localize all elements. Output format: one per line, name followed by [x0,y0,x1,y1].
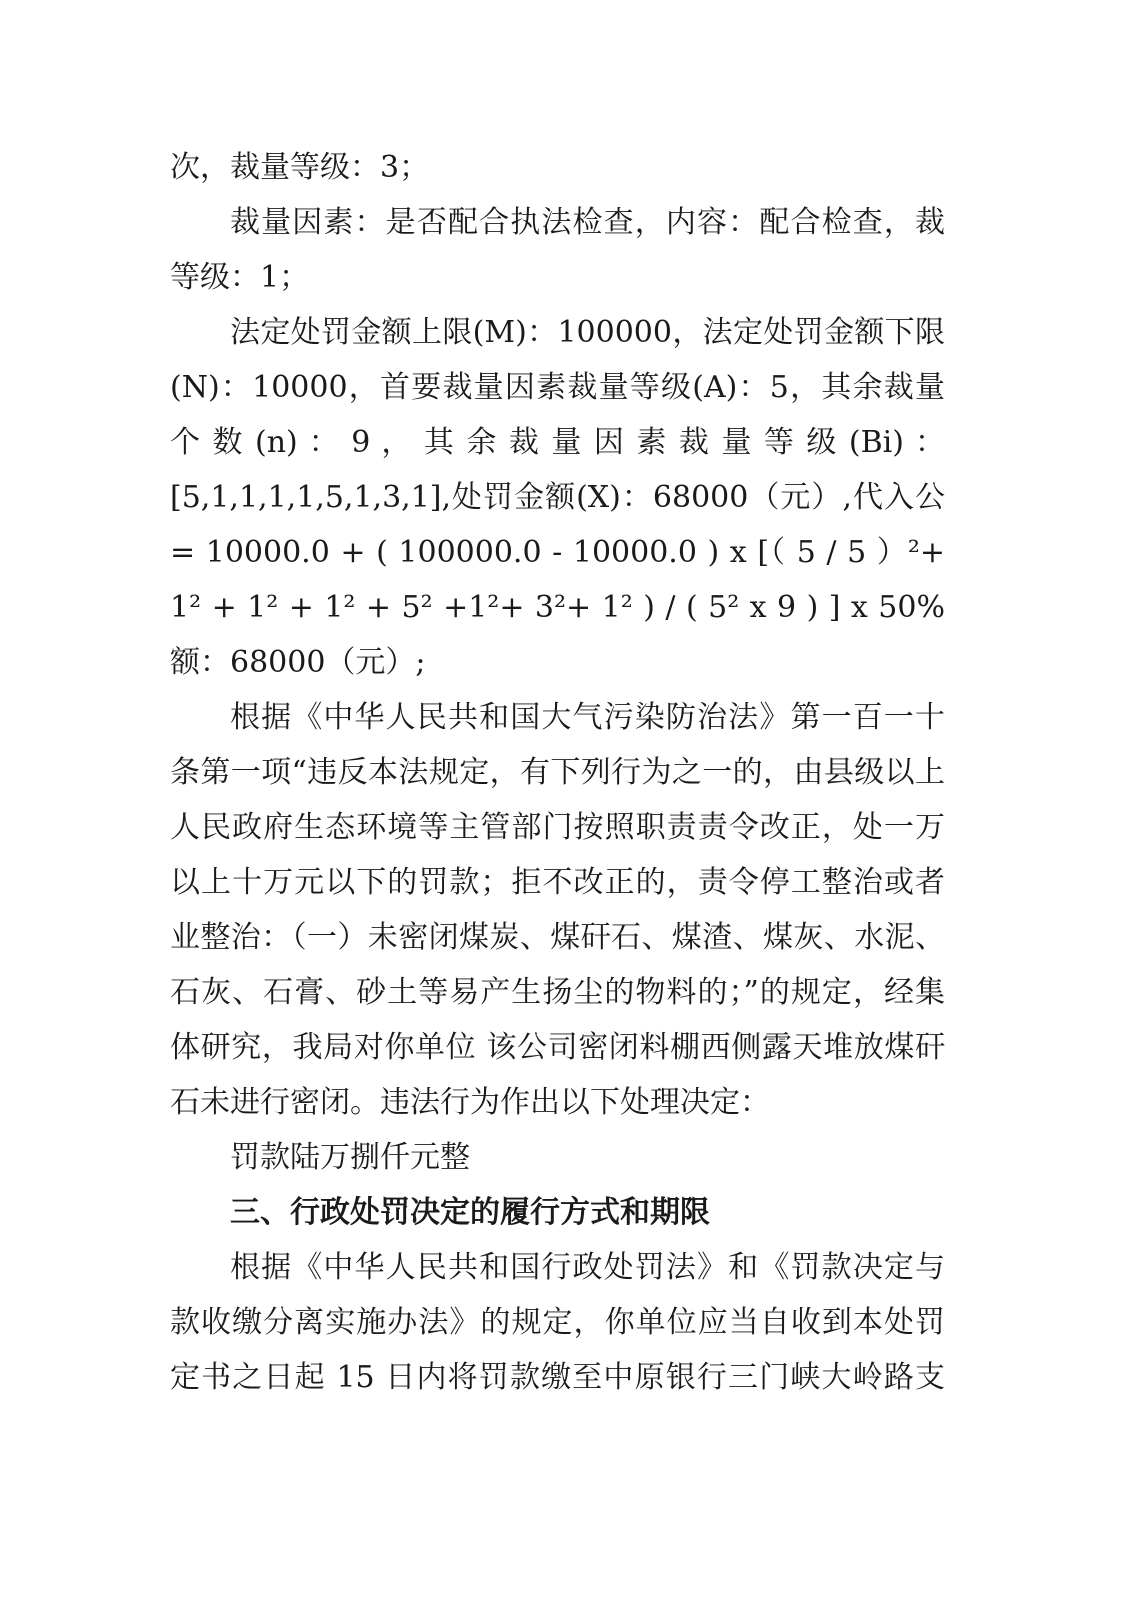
text-line: = 10000.0 + ( 100000.0 - 10000.0 ) x [（ 5 / 5 ）²+ [170,535,945,570]
text-line: 体研究，我局对你单位 该公司密闭料棚西侧露天堆放煤矸 [170,1030,945,1065]
text-line: 根据《中华人民共和国行政处罚法》和《罚款决定与 [230,1250,945,1285]
penalty-amount-line: 罚款陆万捌仟元整 [230,1140,470,1175]
text-line: 裁量因素：是否配合执法检查，内容：配合检查，裁 [230,205,945,240]
text-line: 条第一项“违反本法规定，有下列行为之一的，由县级以上 [170,755,945,790]
text-line: 法定处罚金额上限(M)：100000，法定处罚金额下限 [230,315,945,350]
section-heading: 三、行政处罚决定的履行方式和期限 [230,1195,710,1230]
text-line: 款收缴分离实施办法》的规定，你单位应当自收到本处罚 [170,1305,945,1340]
text-line: 人民政府生态环境等主管部门按照职责责令改正，处一万 [170,810,945,845]
text-line: 石未进行密闭。违法行为作出以下处理决定： [170,1085,770,1120]
text-line: [5,1,1,1,1,5,1,3,1],处罚金额(X)：68000（元）,代入公 [170,480,945,515]
text-line: 根据《中华人民共和国大气污染防治法》第一百一十 [230,700,945,735]
text-line: 定书之日起 15 日内将罚款缴至中原银行三门峡大岭路支 [170,1360,945,1395]
text-line: 额：68000（元）; [170,645,426,680]
text-line: 个 数 (n) ： 9 ， 其 余 裁 量 因 素 裁 量 等 级 (Bi) ： [170,425,945,460]
text-line: 以上十万元以下的罚款；拒不改正的，责令停工整治或者 [170,865,945,900]
text-line: 石灰、石膏、砂土等易产生扬尘的物料的；”的规定，经集 [170,975,945,1010]
text-line: 1² + 1² + 1² + 5² +1²+ 3²+ 1² ) / ( 5² x 9 ) ] x 50% [170,590,945,625]
text-line: 次，裁量等级：3； [170,150,430,185]
text-line: 等级：1； [170,260,310,295]
text-line: 业整治：（一）未密闭煤炭、煤矸石、煤渣、煤灰、水泥、 [170,920,945,955]
text-line: (N)：10000，首要裁量因素裁量等级(A)：5，其余裁量 [170,370,945,405]
